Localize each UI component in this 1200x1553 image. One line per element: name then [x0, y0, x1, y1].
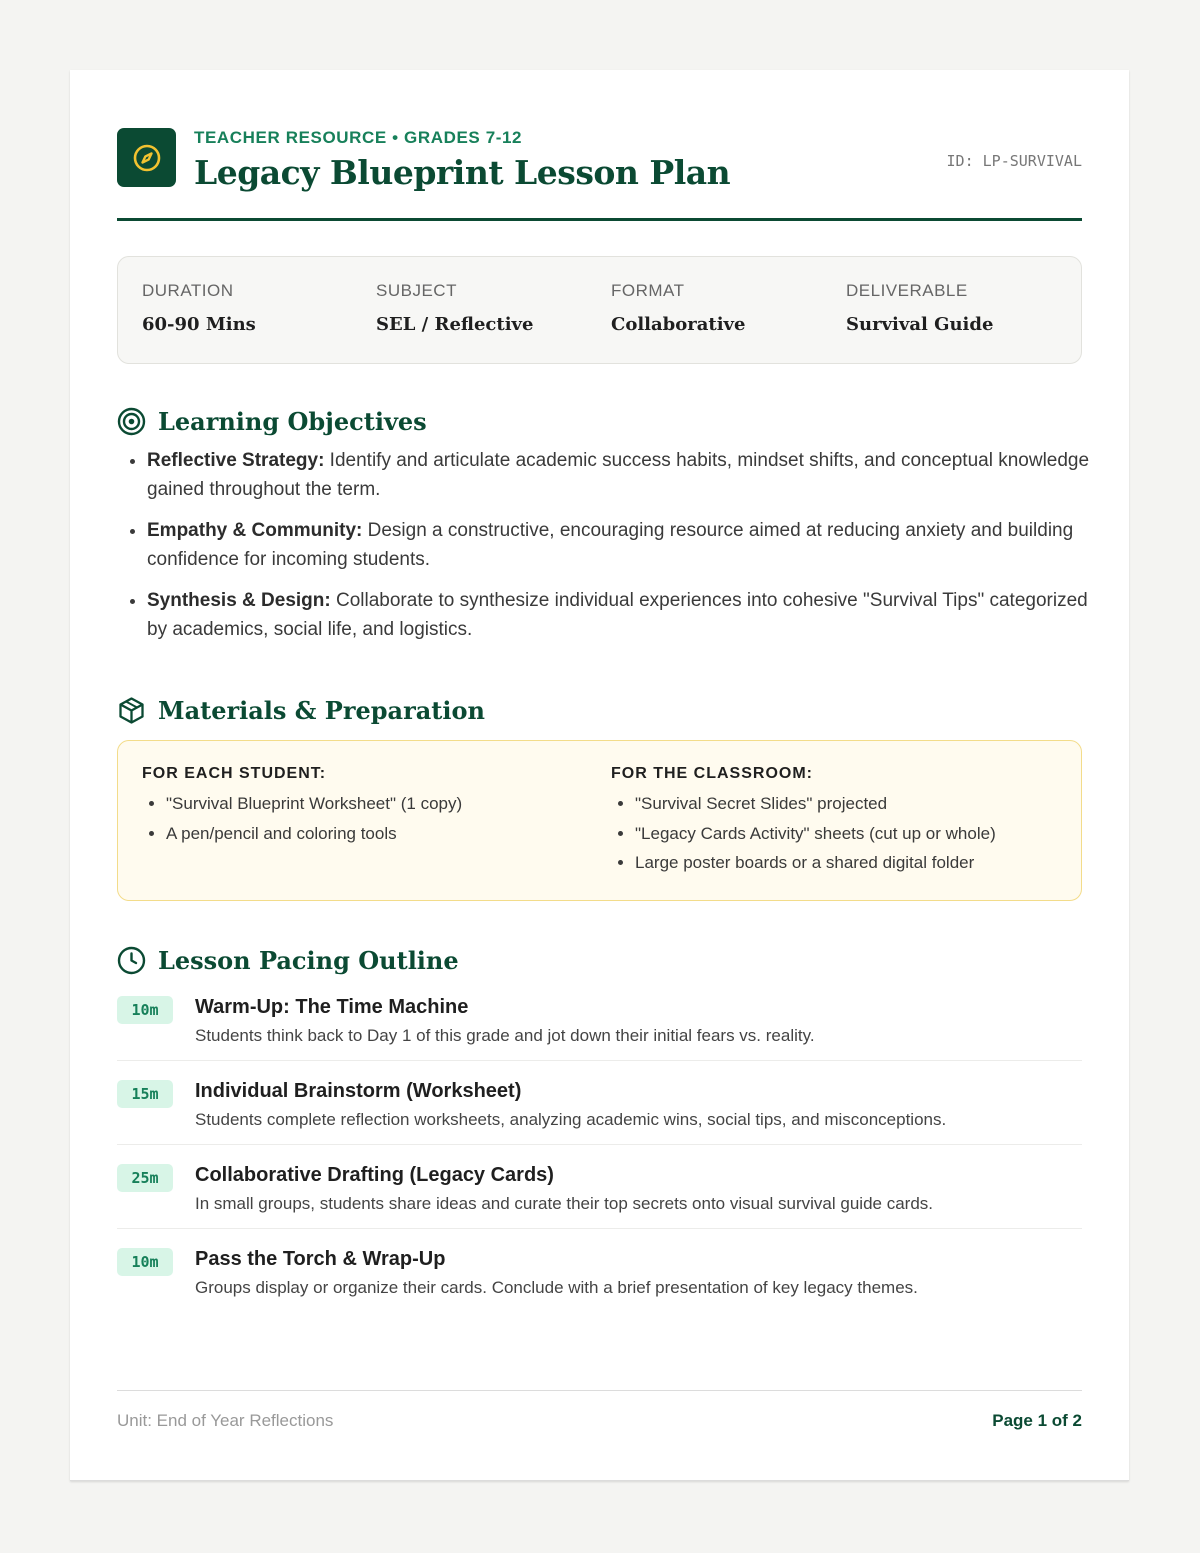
- materials-student-heading: FOR EACH STUDENT:: [142, 765, 327, 782]
- materials-classroom-heading: FOR THE CLASSROOM:: [611, 765, 813, 782]
- time-badge: 25m: [117, 1164, 173, 1192]
- document-header: [117, 128, 1082, 221]
- step-title: Collaborative Drafting (Legacy Cards): [195, 1164, 554, 1186]
- target-icon: [117, 407, 146, 436]
- pacing-heading: [117, 943, 459, 977]
- meta-value: Survival Guide: [846, 314, 994, 335]
- list-item: • "Legacy Cards Activity" sheets (cut up or whole): [635, 819, 996, 849]
- meta-subject: [376, 281, 533, 335]
- time-badge: 10m: [117, 1248, 173, 1276]
- compass-icon: [132, 143, 162, 173]
- step-description: Students think back to Day 1 of this grade and jot down their initial fears vs. reality.: [195, 1026, 815, 1045]
- section-title: Learning Objectives: [158, 406, 427, 436]
- objective-text: Design a constructive, encouraging resource aimed at reducing anxiety and building confidence for incoming students.: [147, 520, 1074, 570]
- meta-value: 60-90 Mins: [142, 314, 256, 335]
- materials-classroom-list: [611, 789, 996, 878]
- step-title: Pass the Torch & Wrap-Up: [195, 1248, 446, 1270]
- pacing-step: [117, 1246, 1082, 1312]
- objective-term: Reflective Strategy:: [147, 450, 325, 471]
- meta-deliverable: [846, 281, 993, 335]
- page-number: Page 1 of 2: [992, 1411, 1082, 1430]
- meta-value: SEL / Reflective: [376, 314, 534, 335]
- objective-term: Empathy & Community:: [147, 520, 363, 541]
- meta-label: DELIVERABLE: [846, 281, 968, 300]
- section-title: Lesson Pacing Outline: [158, 945, 459, 975]
- section-title: Materials & Preparation: [158, 695, 485, 725]
- pacing-step: [117, 1162, 1082, 1229]
- time-badge: 10m: [117, 996, 173, 1024]
- time-badge: 15m: [117, 1080, 173, 1108]
- meta-label: DURATION: [142, 281, 234, 300]
- page-footer: [117, 1390, 1082, 1441]
- pacing-step: [117, 1078, 1082, 1145]
- materials-box: [117, 740, 1082, 901]
- list-item: [147, 516, 1107, 574]
- meta-duration: [142, 281, 256, 335]
- document-id: ID: LP-SURVIVAL: [946, 152, 1082, 170]
- objective-term: Synthesis & Design:: [147, 590, 331, 611]
- list-item: [147, 586, 1107, 644]
- lesson-plan-page: [70, 70, 1129, 1481]
- meta-label: FORMAT: [611, 281, 685, 300]
- unit-label: Unit: End of Year Reflections: [117, 1411, 334, 1430]
- box-icon: [117, 696, 146, 725]
- list-item: • Large poster boards or a shared digital folder: [635, 848, 996, 878]
- step-title: Individual Brainstorm (Worksheet): [195, 1080, 522, 1102]
- objective-text: Collaborate to synthesize individual experiences into cohesive "Survival Tips" categorized by academics, social life, and logistics.: [147, 590, 1088, 640]
- step-description: Groups display or organize their cards. Conclude with a brief presentation of key legacy themes.: [195, 1278, 918, 1297]
- materials-classroom-column: [611, 765, 996, 878]
- list-item: [147, 446, 1107, 504]
- list-item: • "Survival Blueprint Worksheet" (1 copy): [166, 789, 462, 819]
- page-title: Legacy Blueprint Lesson Plan: [194, 153, 731, 192]
- logo-badge: [117, 128, 176, 187]
- step-description: Students complete reflection worksheets, analyzing academic wins, social tips, and misconceptions.: [195, 1110, 947, 1129]
- eyebrow-label: TEACHER RESOURCE • GRADES 7-12: [194, 128, 523, 147]
- materials-student-column: [142, 765, 462, 848]
- materials-heading: [117, 693, 485, 727]
- step-description: In small groups, students share ideas and curate their top secrets onto visual survival guide cards.: [195, 1194, 933, 1213]
- objectives-heading: [117, 404, 427, 438]
- page-content: [117, 128, 1090, 1430]
- pacing-step: [117, 994, 1082, 1061]
- objective-text: Identify and articulate academic success habits, mindset shifts, and conceptual knowledge gained throughout the term.: [147, 450, 1090, 500]
- pacing-outline: [117, 994, 1082, 1329]
- list-item: • A pen/pencil and coloring tools: [166, 819, 462, 849]
- list-item: • "Survival Secret Slides" projected: [635, 789, 996, 819]
- lesson-meta-box: [117, 256, 1082, 364]
- meta-format: [611, 281, 745, 335]
- meta-value: Collaborative: [611, 314, 746, 335]
- objectives-list: [117, 446, 1107, 656]
- meta-label: SUBJECT: [376, 281, 457, 300]
- materials-student-list: [142, 789, 462, 848]
- step-title: Warm-Up: The Time Machine: [195, 996, 469, 1018]
- clock-icon: [117, 946, 146, 975]
